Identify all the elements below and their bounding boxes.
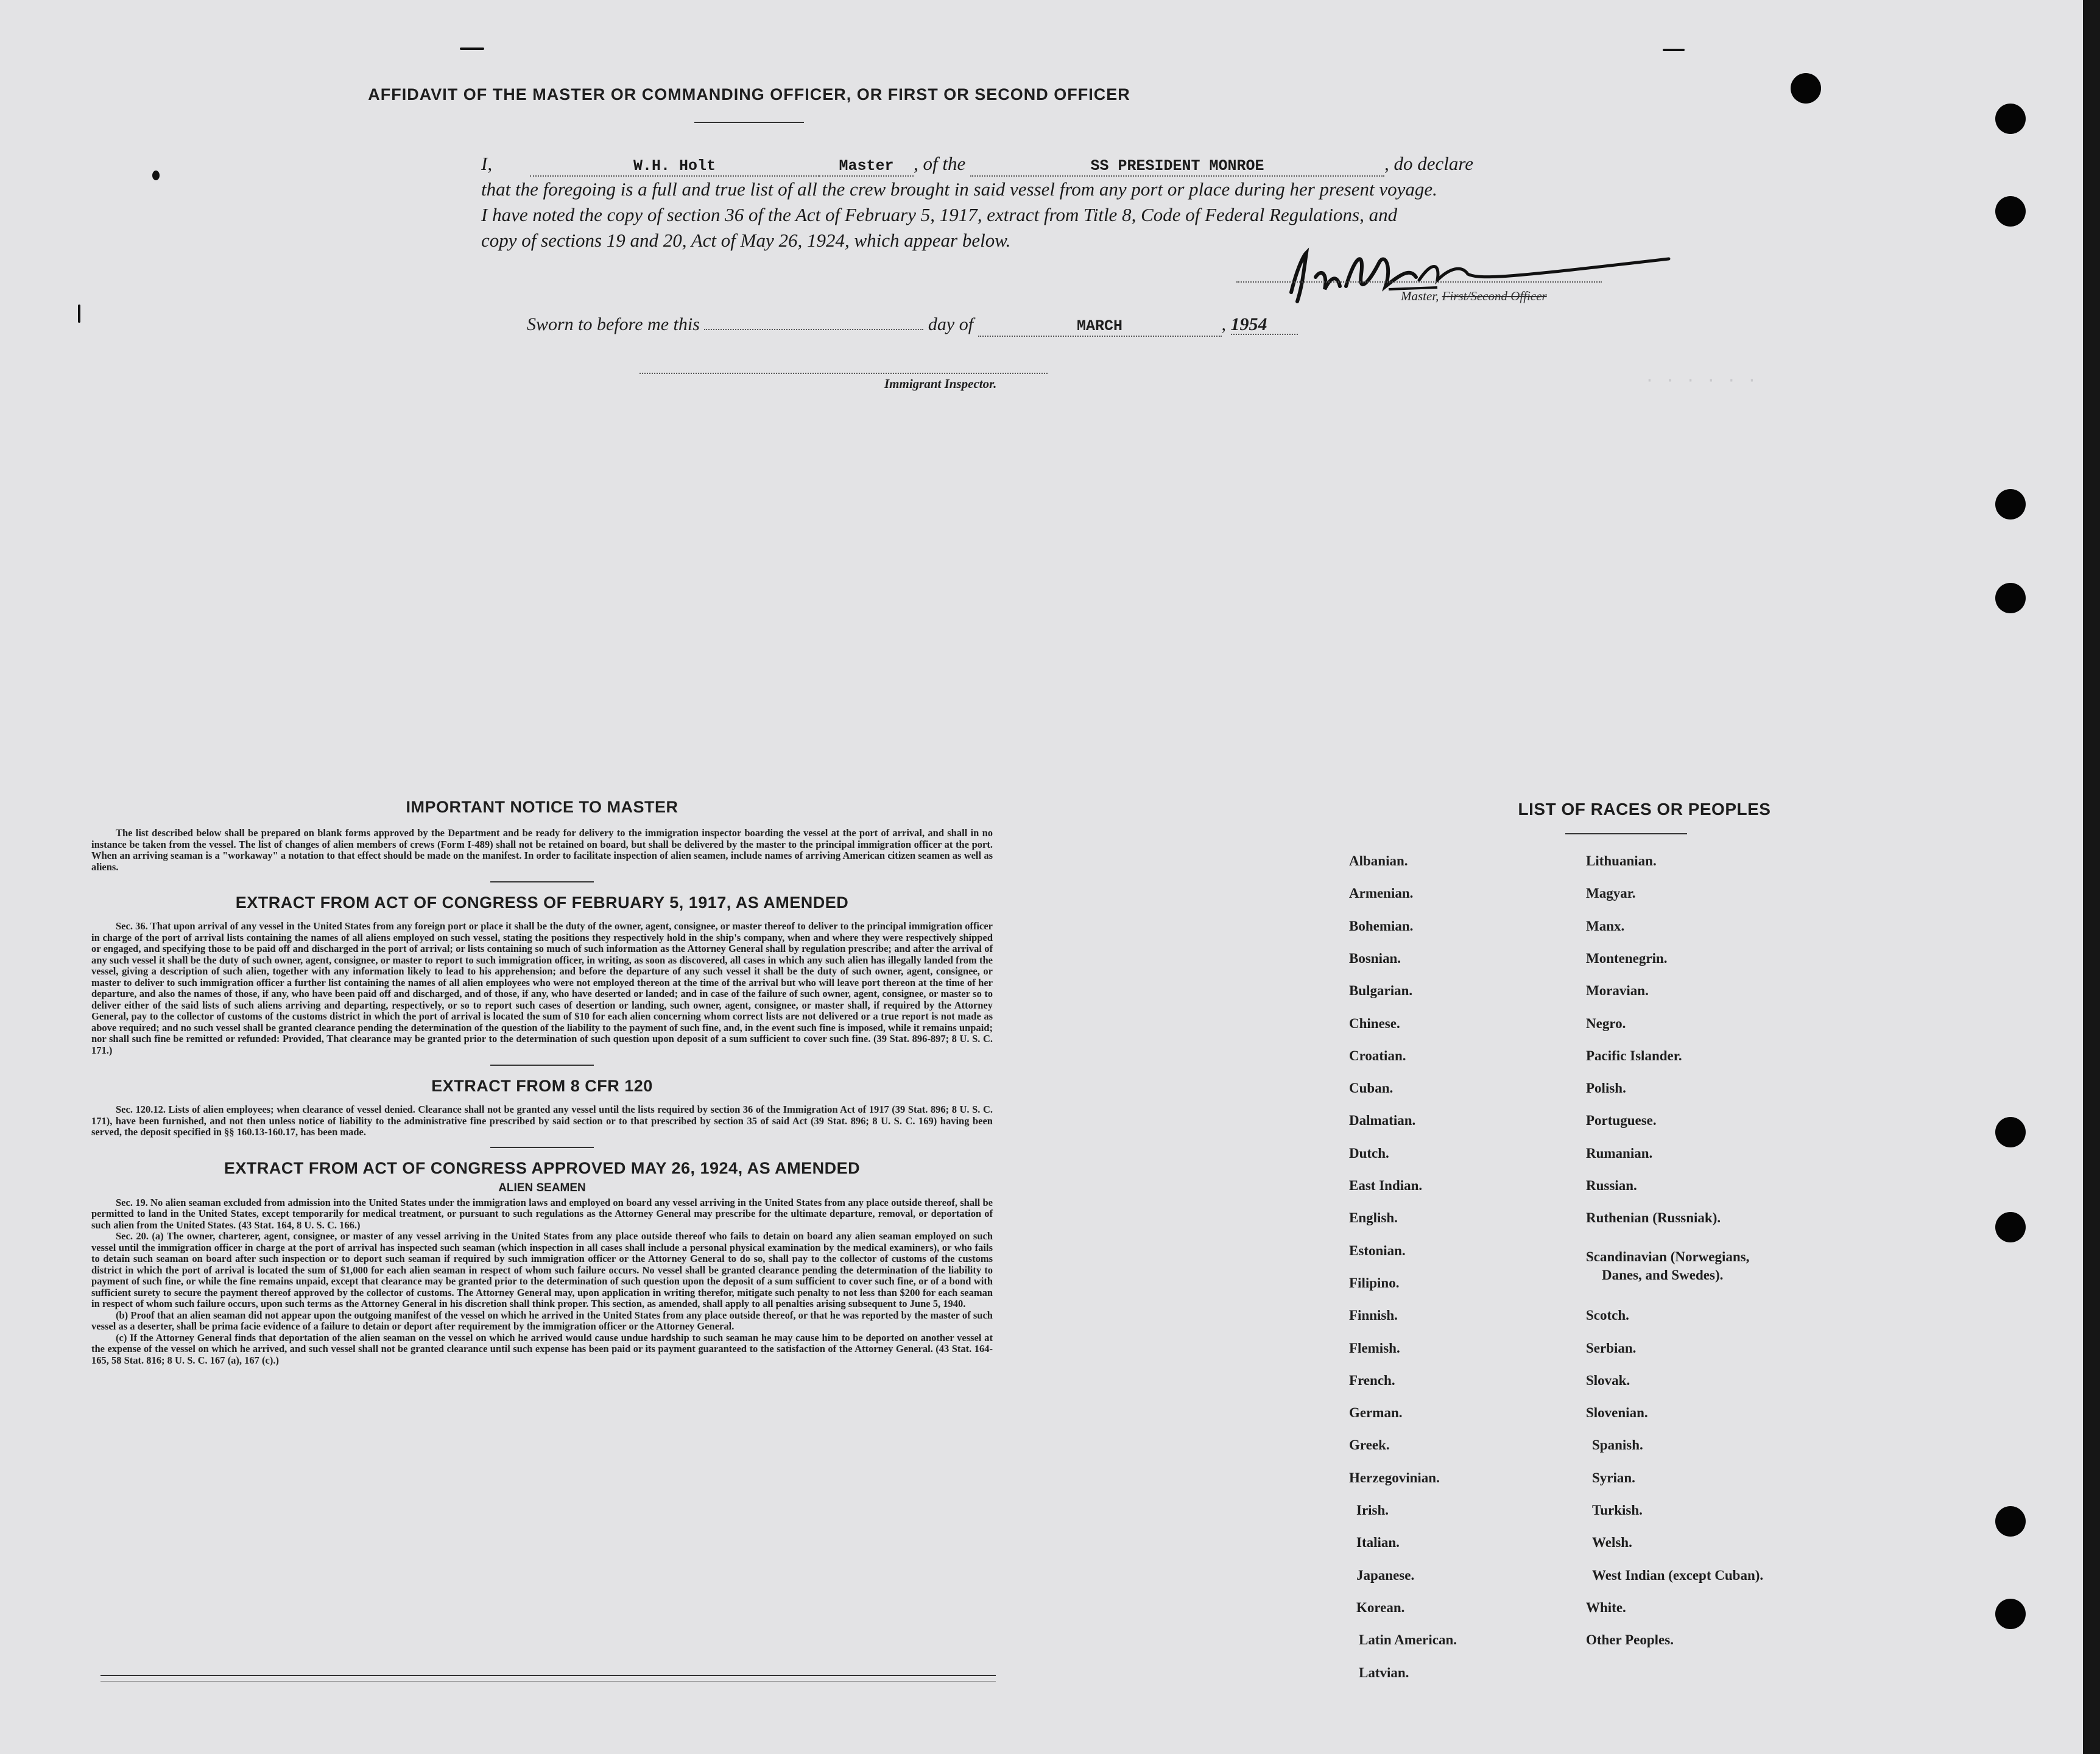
ink-speck [1663, 49, 1685, 51]
bottom-rule-thin [100, 1681, 996, 1682]
race-item: Serbian. [1586, 1340, 1637, 1356]
bleed-through-text: · · · · · · [1644, 372, 1757, 390]
race-item: French. [1349, 1373, 1395, 1388]
legal-notices-column [91, 798, 993, 1366]
sec-20a-text: Sec. 20. (a) The owner, charterer, agent, consignee, or master of any vessel arriving in the United States from any place outside thereof who fails to detain on board any alien seaman employed on such vessel until the immigration officer in charge at the port of arrival has inspected such seaman (which inspection in all cases shall include a personal physical examination by the medical examiners), or who fails to detain such seaman on board after such inspection or to deport such seaman if required by such immigration officer or the Attorney General to do so, shall pay to the collector of customs of the customs district in which the port of arrival is located the sum of $1,000 for each alien seaman in respect of whom such failure occurs. No vessel shall be granted clearance pending the determination of the liability to payment of such fine, or while the fine remains unpaid, except that clearance may be granted prior to the determination of such question upon the deposit of a sum sufficient to cover such fine, or of a bond with sufficient surety to secure the payment thereof approved by the collector of customs. The Attorney General may, upon application in writing therefor, mitigate such penalty to not less than $200 for each seaman in respect of whom such failure occurs, upon such terms as the Attorney General in his discretion shall think proper. This section, as amended, shall apply to all penalties arising subsequent to June 5, 1940. [91, 1230, 993, 1309]
declaration-i: I, [481, 153, 493, 174]
race-item: Bulgarian. [1349, 983, 1413, 998]
section-rule [490, 1147, 594, 1148]
do-declare-label: , do declare [1384, 153, 1474, 174]
signature-label-master: Master, [1401, 289, 1439, 303]
signature-label-struck: First/Second Officer [1442, 289, 1547, 303]
race-item: Flemish. [1349, 1340, 1400, 1356]
race-item: Slovak. [1586, 1373, 1630, 1388]
race-item: Moravian. [1586, 983, 1649, 998]
race-item: Dutch. [1349, 1146, 1389, 1161]
section-rule [490, 881, 594, 882]
ink-speck [460, 48, 484, 50]
race-item: German. [1349, 1405, 1403, 1420]
declaration-line-2: that the foregoing is a full and true list of all the crew brought in said vessel from any port or place during her present voyage. [481, 178, 1437, 200]
notice-text: The list described below shall be prepared on blank forms approved by the Department and be ready for delivery to the immigration inspector boarding the vessel at the port of arrival, and shall in no instance be taken from the vessel. The list of changes of alien members of crews (Form I-489) shall not be retained on board, but shall be delivered by the master to the principal immigration officer at the port. When an arriving seaman is a "workaway" a notation to that effect should be made on the manifest. In order to facilitate inspection of alien seamen, include names of arriving American citizen seamen as well as aliens. [91, 827, 993, 873]
punch-hole [1995, 1506, 2026, 1537]
punch-hole [1995, 1212, 2026, 1242]
race-item: Magyar. [1586, 886, 1636, 901]
declaration-line-3: I have noted the copy of section 36 of the Act of February 5, 1917, extract from Title 8, Code of Federal Regulations, and [481, 204, 1398, 225]
race-item: Ruthenian (Russniak). [1586, 1210, 1721, 1225]
race-item: Filipino. [1349, 1275, 1400, 1291]
race-item: Japanese. [1356, 1568, 1415, 1583]
sworn-line [527, 311, 1298, 337]
race-item: Rumanian. [1586, 1146, 1653, 1161]
declaration-paragraph [481, 151, 1614, 253]
race-item: Slovenian. [1586, 1405, 1648, 1420]
race-item: Danes, and Swedes). [1602, 1267, 1724, 1283]
race-item: Croatian. [1349, 1048, 1406, 1063]
race-item: Bosnian. [1349, 951, 1401, 966]
sec-20c-text: (c) If the Attorney General finds that deportation of the alien seaman on the vessel on which he arrived would cause undue hardship to such seaman he may cause him to be deported on another vessel at the expense of the vessel on which he arrived, and such vessel shall not be granted clearance until such expense has been paid or its payment guaranteed to the satisfaction of the Attorney General. (43 Stat. 164-165, 58 Stat. 816; 8 U. S. C. 167 (a), 167 (c).) [91, 1331, 993, 1366]
race-item: Greek. [1349, 1437, 1390, 1453]
title-rule [694, 122, 804, 123]
affidavit-title: AFFIDAVIT OF THE MASTER OR COMMANDING OFFICER, OR FIRST OR SECOND OFFICER [368, 85, 1130, 104]
race-item: Negro. [1586, 1016, 1626, 1031]
sec-20b-text: (b) Proof that an alien seaman did not appear upon the outgoing manifest of the vessel on which he arrived in the United States from any place outside thereof, or that he was reported by the master of such vessel as a deserter, shall be prima facie evidence of a failure to detain or deport after requirement by the immigration officer or the Attorney General. [91, 1309, 993, 1332]
race-item: Syrian. [1592, 1470, 1635, 1485]
scan-edge [2083, 0, 2100, 1754]
section-rule [490, 1065, 594, 1066]
punch-hole [1995, 583, 2026, 613]
signature-label [1401, 289, 1547, 304]
race-item: Scotch. [1586, 1308, 1629, 1323]
ink-speck [78, 305, 80, 323]
race-item: Other Peoples. [1586, 1632, 1674, 1647]
race-item: East Indian. [1349, 1178, 1423, 1193]
races-rule [1565, 833, 1687, 834]
punch-hole [1995, 196, 2026, 227]
signature-line [1236, 281, 1602, 283]
race-item: Estonian. [1349, 1243, 1406, 1258]
race-item: English. [1349, 1210, 1398, 1225]
notice-title: IMPORTANT NOTICE TO MASTER [406, 798, 678, 816]
race-item: Cuban. [1349, 1080, 1394, 1096]
punch-hole [1995, 1599, 2026, 1629]
inspector-signature-line [640, 373, 1048, 374]
race-item: Scandinavian (Norwegians, [1586, 1249, 1750, 1264]
race-item: Turkish. [1592, 1502, 1643, 1518]
punch-hole [1995, 489, 2026, 520]
race-item: Portuguese. [1586, 1113, 1657, 1128]
rank-field: Master [819, 157, 914, 177]
punch-hole [1995, 1117, 2026, 1147]
alien-seamen-subtitle: ALIEN SEAMEN [498, 1181, 586, 1194]
inspector-label: Immigrant Inspector. [884, 376, 997, 391]
race-item: Chinese. [1349, 1016, 1400, 1031]
of-the-label: , of the [914, 153, 966, 174]
race-item: Montenegrin. [1586, 951, 1668, 966]
vessel-name-field: SS PRESIDENT MONROE [970, 157, 1384, 177]
race-item: Finnish. [1349, 1308, 1398, 1323]
extract-1917-title: EXTRACT FROM ACT OF CONGRESS OF FEBRUARY 5, 1917, AS AMENDED [235, 893, 849, 912]
bottom-rule [100, 1675, 996, 1676]
race-item: Pacific Islander. [1586, 1048, 1682, 1063]
race-item: Bohemian. [1349, 918, 1414, 934]
ink-speck [152, 171, 160, 180]
race-item: Manx. [1586, 918, 1625, 934]
races-title: LIST OF RACES OR PEOPLES [1518, 800, 1771, 819]
race-item: Korean. [1356, 1600, 1405, 1615]
race-item: Herzegovinian. [1349, 1470, 1440, 1485]
day-of-label: day of [928, 314, 974, 334]
race-item: Irish. [1356, 1502, 1389, 1518]
sworn-day-field [704, 311, 923, 330]
extract-cfr-text: Sec. 120.12. Lists of alien employees; when clearance of vessel denied. Clearance shall not be granted any vessel until the lists required by section 36 of the Immigration Act of 1917 (39 Stat. 896; 8 U. S. C. 171), have been furnished, and not then unless notice of liability to the administrative fine prescribed by said section or to that prescribed by section 35 of said Act (39 Stat. 896; 8 U. S. C. 169) having been served, the deposit specified in §§ 160.13-160.17, has been made. [91, 1104, 993, 1138]
extract-1917-text: Sec. 36. That upon arrival of any vessel in the United States from any foreign port or place it shall be the duty of the owner, agent, consignee, or master thereof to deliver to the principal immigration officer in charge of the port of arrival lists containing the names of all aliens employed on such vessel, stating the positions they respectively hold in the ship's company, when and where they were respectively shipped or engaged, and specifying those to be paid off and discharged in the port of arrival; or lists containing so much of such information as the Attorney General shall by regulation prescribe; and after the arrival of any such vessel it shall be the duty of such owner, agent, consignee, or master to report to such immigration officer, in writing, as soon as discovered, all cases in which any such alien has illegally landed from the vessel, giving a description of such alien, together with any information likely to lead to his apprehension; and before the departure of any such vessel it shall be the duty of such owner, agent, consignee, or master to deliver to such immigration officer a further list containing the names of all alien employees who were not employed thereon at the time of the arrival but who will leave port thereon at the time of her departure, and also the names of those, if any, who have been paid off and discharged, and of those, if any, who have deserted or landed; and in case of the failure of such owner, agent, consignee, or master so to deliver either of the said lists of such aliens arriving and departing, respectively, or so to report such cases of desertion or landing, such owner, agent, consignee, or master shall, if required by the Attorney General, pay to the collector of customs of the customs district in which the port of arrival is located the sum of $10 for each alien concerning whom correct lists are not delivered or a true report is not made as above required; and no such vessel shall be granted clearance pending the determination of the question of the liability to the payment of such fine, and, in the event such fine is imposed, while it remains unpaid; nor shall such fine be remitted or refunded: Provided, That clearance may be granted prior to the determination of such question upon deposit of a sum sufficient to cover such fine. (39 Stat. 896-897; 8 U. S. C. 171.) [91, 920, 993, 1056]
race-item: Italian. [1356, 1535, 1400, 1550]
race-item: Latvian. [1359, 1665, 1409, 1680]
race-item: Russian. [1586, 1178, 1637, 1193]
declaration-line-1 [481, 151, 1614, 177]
sec-19-text: Sec. 19. No alien seaman excluded from admission into the United States under the immigration laws and employed on board any vessel arriving in the United States from any place outside thereof, shall be permitted to land in the United States, except temporarily for medical treatment, or pursuant to such regulations as the Attorney General may prescribe for the ultimate departure, removal, or deportation of such alien from the United States. (43 Stat. 164, 8 U. S. C. 166.) [91, 1196, 993, 1231]
master-name-field: W.H. Holt [530, 157, 819, 177]
race-item: White. [1586, 1600, 1626, 1615]
extract-cfr-title: EXTRACT FROM 8 CFR 120 [431, 1077, 653, 1095]
punch-hole [1995, 104, 2026, 134]
extract-1924-title: EXTRACT FROM ACT OF CONGRESS APPROVED MAY 26, 1924, AS AMENDED [224, 1158, 861, 1177]
race-item: Welsh. [1592, 1535, 1632, 1550]
race-item: Dalmatian. [1349, 1113, 1416, 1128]
race-item: Lithuanian. [1586, 853, 1657, 868]
race-item: Spanish. [1592, 1437, 1643, 1453]
declaration-line-4: copy of sections 19 and 20, Act of May 26, 1924, which appear below. [481, 230, 1011, 251]
race-item: Polish. [1586, 1080, 1626, 1096]
race-item: Latin American. [1359, 1632, 1457, 1647]
sworn-year-field: 1954 [1231, 315, 1298, 335]
punch-hole [1791, 73, 1821, 104]
sworn-month-field: MARCH [978, 317, 1222, 337]
race-item: Armenian. [1349, 886, 1414, 901]
race-item: Albanian. [1349, 853, 1408, 868]
sworn-prefix: Sworn to before me this [527, 314, 700, 334]
race-item: West Indian (except Cuban). [1592, 1568, 1764, 1583]
year-comma: , [1221, 314, 1227, 334]
